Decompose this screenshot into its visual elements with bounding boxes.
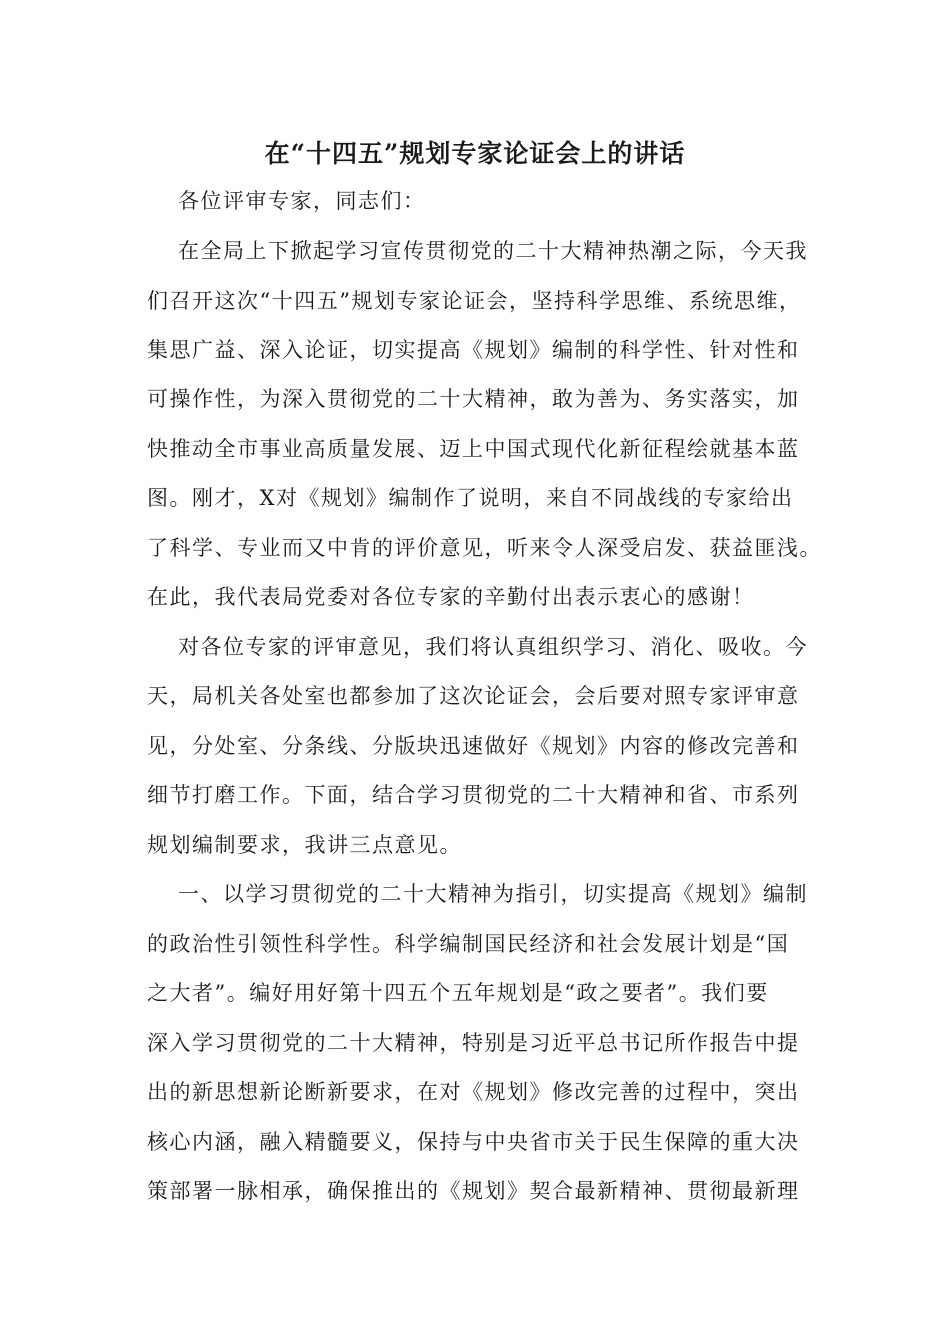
paragraph-line: 一、以学习贯彻党的二十大精神为指引，切实提高《规划》编制 [178,882,808,906]
paragraph-line: 见，分处室、分条线、分版块迅速做好《规划》内容的修改完善和 [147,734,800,758]
paragraph-line: 深入学习贯彻党的二十大精神，特别是习近平总书记所作报告中提 [147,1031,800,1055]
paragraph-line: 细节打磨工作。下面，结合学习贯彻党的二十大精神和省、市系列 [147,783,800,807]
paragraph-line: 出的新思想新论断新要求，在对《规划》修改完善的过程中，突出 [147,1080,800,1104]
paragraph-line: 图。刚才，X对《规划》编制作了说明，来自不同战线的专家给出 [147,486,794,510]
paragraph-line: 对各位专家的评审意见，我们将认真组织学习、消化、吸收。今 [178,635,808,659]
paragraph-line: 可操作性，为深入贯彻党的二十大精神，敢为善为、务实落实，加 [147,387,800,411]
paragraph-line: 了科学、专业而又中肯的评价意见，听来令人深受启发、获益匪浅。 [147,536,822,560]
salutation: 各位评审专家，同志们： [178,189,426,213]
paragraph-line: 核心内涵，融入精髓要义，保持与中央省市关于民生保障的重大决 [147,1130,800,1154]
paragraph-line: 策部署一脉相承，确保推出的《规划》契合最新精神、贯彻最新理 [147,1179,800,1203]
paragraph-line: 天，局机关各处室也都参加了这次论证会，会后要对照专家评审意 [147,684,800,708]
paragraph-line: 规划编制要求，我讲三点意见。 [147,833,462,857]
paragraph-line: 在此，我代表局党委对各位专家的辛勤付出表示衷心的感谢！ [147,585,755,609]
paragraph-line: 在全局上下掀起学习宣传贯彻党的二十大精神热潮之际，今天我 [178,239,808,263]
paragraph-line: 的政治性引领性科学性。科学编制国民经济和社会发展计划是“国 [147,932,790,956]
document-title: 在“十四五”规划专家论证会上的讲话 [264,139,686,168]
paragraph-line: 快推动全市事业高质量发展、迈上中国式现代化新征程绘就基本蓝 [147,437,800,461]
paragraph-line: 集思广益、深入论证，切实提高《规划》编制的科学性、针对性和 [147,338,800,362]
paragraph-line: 们召开这次“十四五”规划专家论证会，坚持科学思维、系统思维， [147,289,802,313]
paragraph-line: 之大者”。编好用好第十四五个五年规划是“政之要者”。我们要 [147,981,769,1005]
